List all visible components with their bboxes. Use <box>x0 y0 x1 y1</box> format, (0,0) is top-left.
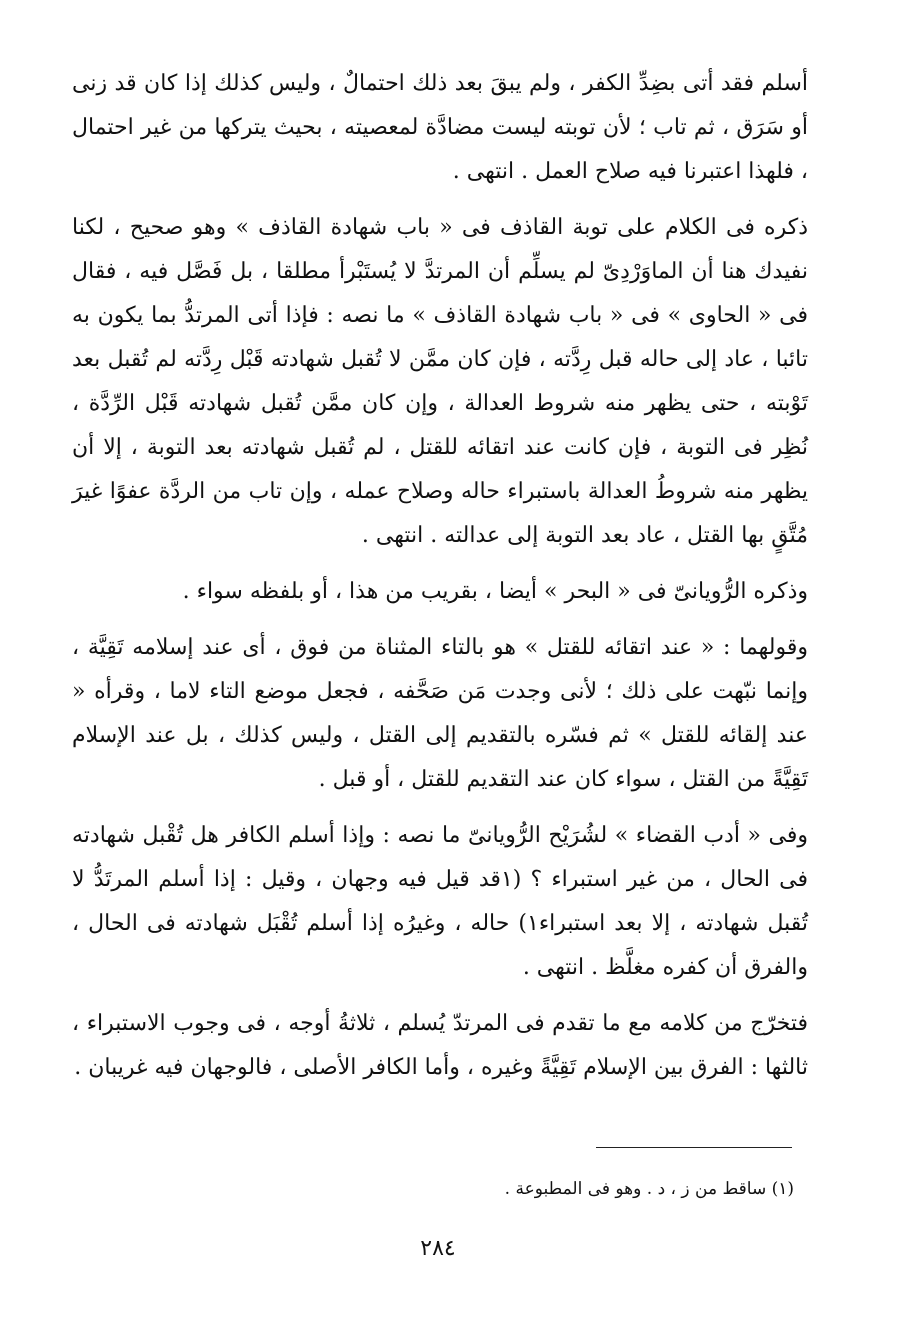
page-body <box>72 62 808 1102</box>
paragraph-5: وفى « أدب القضاء » لشُرَيْح الرُّويانىّ ما نصه : وإذا أسلم الكافر هل تُقْبل شهادته فى الحال ، من غير استبراء ؟ (١قد قيل فيه وجهان ، وقيل : إذا أسلم المرتَدُّ لا تُقبل شهادته ، إلا بعد استبراء١) حاله ، وغيرُه إذا أسلم تُقْبَل شهادته فى الحال ، والفرق أن كفره مغلَّظ . انتهى . <box>72 823 808 980</box>
footnote: (١) ساقط من ز ، د . وهو فى المطبوعة . <box>504 1179 794 1199</box>
footnote-divider <box>596 1147 792 1148</box>
page-number: ٢٨٤ <box>420 1236 456 1261</box>
paragraph-3: وذكره الرُّويانىّ فى « البحر » أيضا ، بقريب من هذا ، أو بلفظه سواء . <box>182 579 808 604</box>
paragraph-1: أسلم فقد أتى بضِدِّ الكفر ، ولم يبقَ بعد ذلك احتمالٌ ، وليس كذلك إذا كان قد زنى أو سَرَق ، ثم تاب ؛ لأن توبته ليست مضادَّة لمعصيته ، بحيث يتركها من غير احتمال ، فلهذا اعتبرنا فيه صلاح العمل . انتهى . <box>72 71 808 184</box>
paragraph-4: وقولهما : « عند اتقائه للقتل » هو بالتاء المثناة من فوق ، أى عند إسلامه تَقِيَّة ، وإنما نبّهت على ذلك ؛ لأنى وجدت مَن صَحَّفه ، فجعل موضع التاء لاما ، وقرأه « عند إلقائه للقتل » ثم فسّره بالتقديم إلى القتل ، وليس كذلك ، بل عند الإسلام تَقِيَّةً من القتل ، سواء كان عند التقديم للقتل ، أو قبل . <box>72 635 808 792</box>
paragraph-6: فتخرّج من كلامه مع ما تقدم فى المرتدّ يُسلم ، ثلاثةُ أوجه ، فى وجوب الاستبراء ، ثالثها : الفرق بين الإسلام تَقِيَّةً وغيره ، وأما الكافر الأصلى ، فالوجهان فيه غريبان . <box>72 1011 808 1080</box>
paragraph-2: ذكره فى الكلام على توبة القاذف فى « باب شهادة القاذف » وهو صحيح ، لكنا نفيدك هنا أن الماوَرْدِىّ لم يسلِّم أن المرتدَّ لا يُستَبْرأ مطلقا ، بل فَصَّل فيه ، فقال فى « الحاوى » فى « باب شهادة القاذف » ما نصه : فإذا أتى المرتدُّ بما يكون به تائبا ، عاد إلى حاله قبل رِدَّته ، فإن كان ممَّن لا تُقبل شهادته قَبْل رِدَّته لم تُقبل بعد تَوْبته ، حتى يظهر منه شروط العدالة ، وإن كان ممَّن تُقبل شهادته قَبْل الرِّدَّة ، نُظِر فى التوبة ، فإن كانت عند اتقائه للقتل ، لم تُقبل شهادته بعد التوبة ، إلا أن يظهر منه شروطُ العدالة باستبراء حاله وصلاح عمله ، وإن تاب من الردَّة عفوًا غيرَ مُتَّقٍ بها القتل ، عاد بعد التوبة إلى عدالته . انتهى . <box>72 215 808 548</box>
